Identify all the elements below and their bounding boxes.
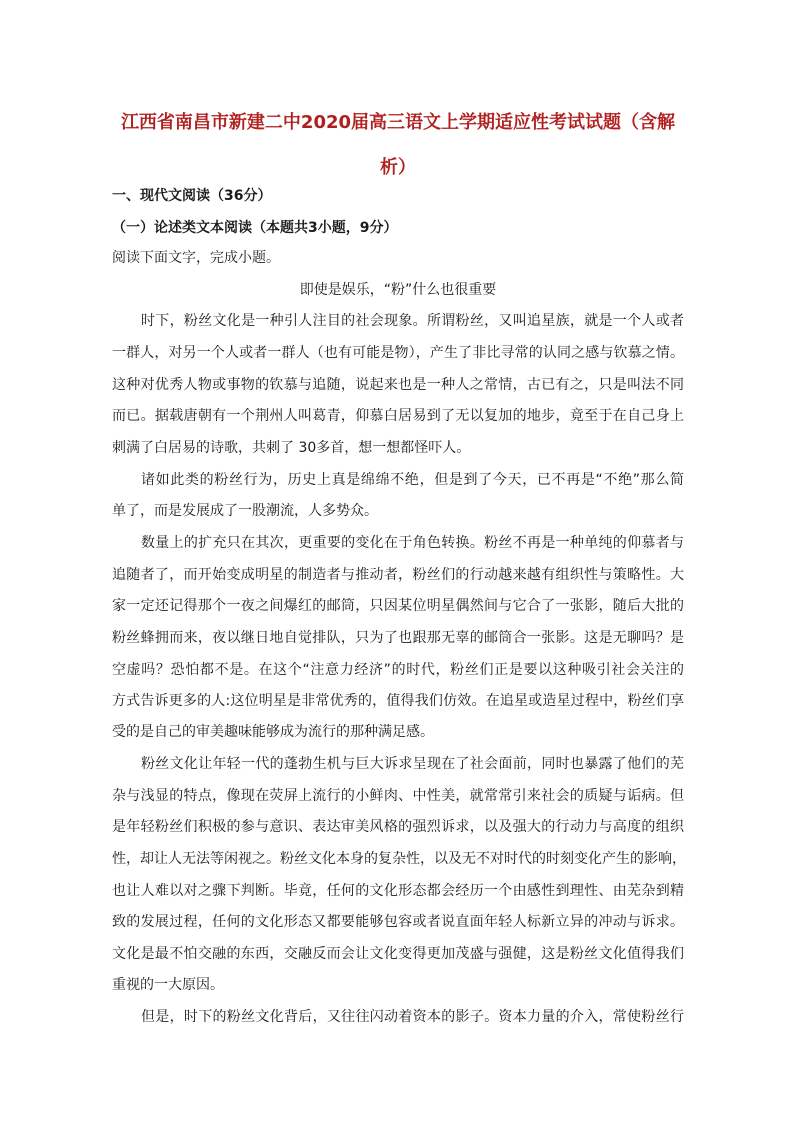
article-line: 受的是自己的审美趣味能够成为流行的那种满足感。 bbox=[112, 724, 434, 740]
article-line: 刺满了白居易的诗歌，共刺了 30多首，想一想都怪吓人。 bbox=[112, 440, 471, 456]
article-line: 是年轻粉丝们积极的参与意识、表达审美风格的强烈诉求，以及强大的行动力与高度的组织 bbox=[112, 819, 684, 835]
article-line: 但是，时下的粉丝文化背后，又往往闪动着资本的影子。资本力量的介入，常使粉丝行 bbox=[141, 1009, 684, 1025]
article-line: 杂与浅显的特点，像现在荧屏上流行的小鲜肉、中性美，就常常引来社会的质疑与诟病。但 bbox=[112, 788, 684, 804]
instruction-text: 阅读下面文字，完成小题。 bbox=[112, 250, 280, 266]
subsection-heading: （一）论述类文本阅读（本题共3小题，9分） bbox=[112, 220, 398, 236]
article-line: 文化是最不怕交融的东西，交融反而会让文化变得更加茂盛与强健，这是粉丝文化值得我们 bbox=[112, 946, 684, 962]
article-title: 即使是娱乐，“粉”什么也很重要 bbox=[299, 282, 497, 298]
article-line: 性，却让人无法等闲视之。粉丝文化本身的复杂性，以及无不对时代的时刻变化产生的影响， bbox=[112, 851, 686, 867]
article-line: 单了，而是发展成了一股潮流，人多势众。 bbox=[112, 503, 378, 519]
article-line: 也让人难以对之骤下判断。毕竟，任何的文化形态都会经历一个由感性到理性、由芜杂到精 bbox=[112, 883, 684, 899]
article-line: 而已。据载唐朝有一个荆州人叫葛青，仰慕白居易到了无以复加的地步，竟至于在自己身上 bbox=[112, 408, 684, 424]
article-line: 粉丝蜂拥而来，夜以继日地自觉排队，只为了也跟那无辜的邮筒合一张影。这是无聊吗？是 bbox=[112, 630, 684, 646]
article-line: 方式告诉更多的人:这位明星是非常优秀的，值得我们仿效。在追星或造星过程中，粉丝们享 bbox=[112, 693, 684, 709]
article-line: 粉丝文化让年轻一代的蓬勃生机与巨大诉求呈现在了社会面前，同时也暴露了他们的芜 bbox=[141, 756, 684, 772]
article-line: 数量上的扩充只在其次，更重要的变化在于角色转换。粉丝不再是一种单纯的仰慕者与 bbox=[141, 535, 684, 551]
article-line: 重视的一大原因。 bbox=[112, 977, 224, 993]
article-line: 这种对优秀人物或事物的钦慕与追随，说起来也是一种人之常情，古已有之，只是叫法不同 bbox=[112, 377, 684, 393]
section-heading: 一、现代文阅读（36分） bbox=[112, 188, 272, 204]
article-line: 追随者了，而开始变成明星的制造者与推动者，粉丝们的行动越来越有组织性与策略性。大 bbox=[112, 567, 684, 583]
article-line: 诸如此类的粉丝行为，历史上真是绵绵不绝，但是到了今天，已不再是“不绝”那么简 bbox=[141, 472, 684, 488]
document-title: 江西省南昌市新建二中2020届高三语文上学期适应性考试试题（含解析） bbox=[120, 112, 676, 178]
article-line: 一群人，对另一个人或者一群人（也有可能是物），产生了非比寻常的认同之感与钦慕之情。 bbox=[112, 345, 684, 361]
article-line: 时下，粉丝文化是一种引人注目的社会现象。所谓粉丝，又叫追星族，就是一个人或者 bbox=[141, 313, 684, 329]
article-line: 致的发展过程，任何的文化形态又都要能够包容或者说直面年轻人标新立异的冲动与诉求。 bbox=[112, 914, 684, 930]
article-line: 家一定还记得那个一夜之间爆红的邮筒，只因某位明星偶然间与它合了一张影，随后大批的 bbox=[112, 598, 684, 614]
article-line: 空虚吗？恐怕都不是。在这个“注意力经济”的时代，粉丝们正是要以这种吸引社会关注的 bbox=[112, 662, 684, 678]
